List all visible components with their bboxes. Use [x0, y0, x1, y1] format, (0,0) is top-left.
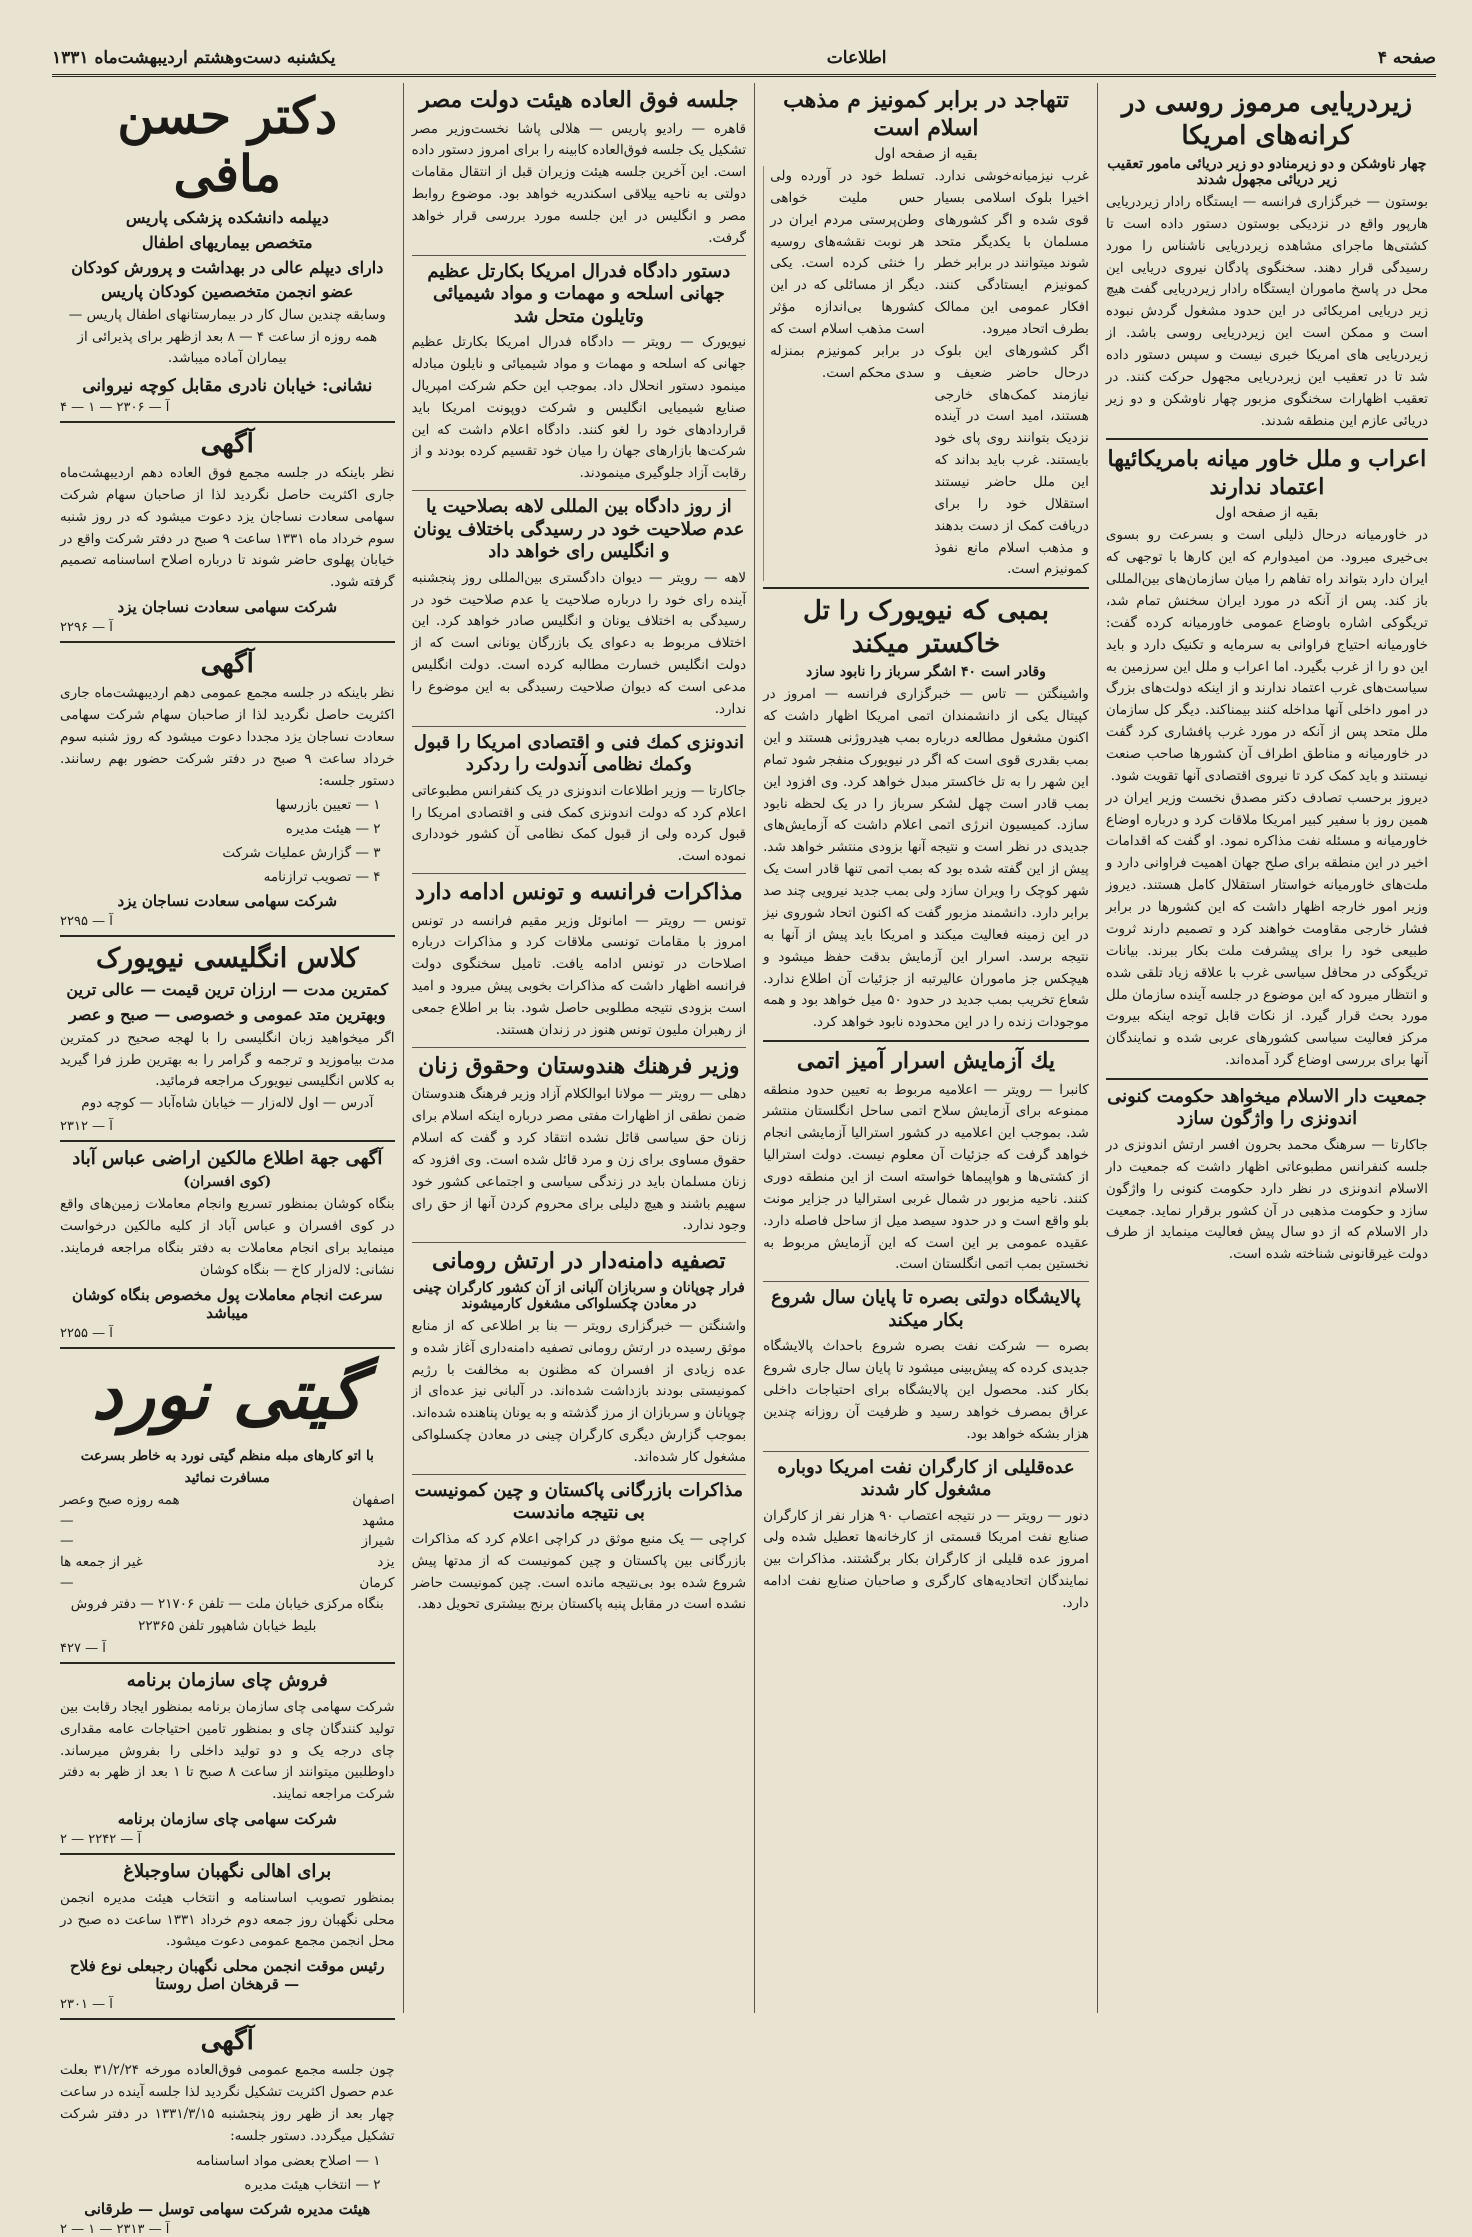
headline-islam-communism: تتهاجد در برابر کمونیز م مذهب اسلام است — [783, 87, 1069, 141]
route-city: یزد — [377, 1554, 395, 1571]
ad-signature: هیئت مدیره شرکت سهامی توسل — طرقانی — [84, 2199, 371, 2218]
headline-darul-islam: جمعیت دار الاسلام میخواهد حکومت کنونی اندونزی را واژگون سازد — [1107, 1085, 1427, 1130]
headline-basra-refinery: پالایشگاه دولتی بصره تا پایان سال شروع بکار میکند — [771, 1287, 1081, 1331]
ad-notice-3 — [60, 2026, 395, 2236]
ad-code: آ — ۴۲۷ — [60, 1641, 106, 1657]
date-line: یکشنبه دست‌وهشتم اردیبهشت‌ماه ۱۳۳۱ — [52, 48, 336, 68]
headline-cartel: دستور دادگاه فدرال امریکا بکارتل عظیم جهانی اسلحه و مهمات و مواد شیمیائی وتایلون متحل شد — [427, 260, 731, 327]
ad-title: فروش چای سازمان برنامه — [126, 1670, 328, 1692]
ad-text: چون جلسه مجمع عمومی فوق‌العاده مورخه ۳۱/۲/۲۴ بعلت عدم حصول اکثریت تشکیل نگردید لذا جلسه آینده در ساعت چهار بعد از ظهر روز پنجشنبه ۱۳۳۱/۳/۱۵ در دفتر شرکت تشکیل میگردد. دستور جلسه: — [60, 2062, 395, 2144]
route-row — [60, 1511, 395, 1532]
divider — [60, 1853, 395, 1855]
headline-middle-east: اعراب و ملل خاور میانه بامریکائیها اعتماد ندارند — [1107, 446, 1427, 500]
ad-english-class — [60, 943, 395, 1134]
route-schedule: غیر از جمعه ها — [60, 1554, 143, 1571]
article-pakistan-china: کراچی — یک منبع موثق در کراچی اعلام کرد که مذاکرات بازرگانی بین پاکستان و چین کمونیست که از مدتها پیش شروع شده بود بی‌نتیجه مانده است. چین کمونیست حاضر نشده است در مقابل پنبه پاکستان برنج بیشتری تحویل دهد. — [411, 1530, 747, 1613]
ad-title: آگهی — [200, 428, 254, 459]
ad-title: آگهی جهة اطلاع مالکین اراضی عباس آباد — [72, 1147, 383, 1169]
article-indonesia-aid: جاکارتا — وزیر اطلاعات اندونزی در یک کنفرانس مطبوعاتی اعلام کرد که دولت اندونزی کمک فنی و اقتصادی امریکا را قبول کرده ولی از قبول کمک نظامی آن کشور خودداری نموده است. — [411, 782, 747, 865]
article-basra-refinery: بصره — شرکت نفت بصره شروع باحداث پالایشگاه جدیدی کرده که پیش‌بینی میشود تا پایان سال جاری شروع بکار کند. محصول این پالایشگاه برای احتیاجات داخلی عراق بمصرف خواهد رسید و ظرفیت آن روزانه چندین هزار بشکه خواهد بود. — [763, 1338, 1089, 1442]
ad-text: با اتو کارهای مبله منظم گیتی نورد به خاطر بسرعت مسافرت نمائید — [80, 1448, 374, 1486]
ad-code: آ — ۲۳۰۱ — [60, 1997, 113, 2013]
divider — [412, 1047, 747, 1048]
ad-title: کلاس انگلیسی نیویورک — [95, 943, 359, 975]
ad-text: نظر باینکه در جلسه مجمع عمومی دهم اردیبهشت‌ماه جاری اکثریت حاصل نگردید لذا از صاحبان سهام شرکت سهامی سعادت نساجان یزد مجددا دعوت میشود که روز شنبه سوم خرداد ساعت ۹ صبح در دفتر شرکت حضور بهم رسانند. دستور جلسه: — [60, 685, 395, 789]
ad-signature: رئیس موقت انجمن محلی نگهبان رجبعلی نوع فلاح — قرهخان اصل روستا — [70, 1957, 385, 1994]
ad-text: نظر باینکه در جلسه مجمع فوق العاده دهم اردیبهشت‌ماه جاری اکثریت حاصل نگردید لذا از صاحبان سهام شرکت سهامی سعادت نساجان یزد دعوت میشود که در روز شنبه سوم خرداد ماه ۱۳۳۱ ساعت ۹ صبح در دفتر شرکت واقع در خیابان پهلوی حاضر شوند تا درباره اصلاح اساسنامه تصمیم گرفته شود. — [60, 464, 395, 591]
ad-text: بمنظور تصویب اساسنامه و انتخاب هیئت مدیره انجمن محلی نگهبان روز جمعه دوم خرداد ۱۳۳۱ ساعت ده صبح در محل انجمن مجمع عمومی دعوت میشود. — [60, 1889, 395, 1950]
divider — [60, 1140, 395, 1142]
ad-signature: شرکت سهامی سعادت نساجان یزد — [117, 892, 338, 911]
continued-note: بقیه از صفحه اول — [874, 146, 978, 162]
ad-code: آ — ۲۳۱۲ — [60, 1118, 113, 1134]
ad-text: شرکت سهامی چای سازمان برنامه بمنظور ایجاد رقابت بین تولید کنندگان چای و بمنظور تامین احتیاجات عامه مقداری چای درجه یک و دو تولید داخلی را بفروش میرساند. داوطلبین میتوانند از ساعت ۸ صبح تا ۱ بعد از ظهر به دفتر شرکت مراجعه نمایند. — [60, 1698, 395, 1803]
ad-line: وبهترین متد عمومی و خصوصی — صبح و عصر — [68, 1004, 386, 1024]
ad-notice-2 — [60, 649, 395, 929]
route-schedule: — — [60, 1575, 74, 1592]
ad-title: برای اهالی نگهبان ساوجبلاغ — [123, 1861, 332, 1883]
agenda-item: ۱ — تعیین بازرسها — [275, 797, 381, 814]
divider — [412, 873, 747, 874]
agenda-item: ۳ — گزارش عملیات شرکت — [222, 845, 381, 862]
route-row — [60, 1531, 395, 1552]
route-schedule: — — [60, 1533, 74, 1550]
ad-abbasabad — [60, 1148, 395, 1341]
divider — [412, 255, 747, 256]
subheadline-bomb: وقادر است ۴۰ اشگر سرباز را نابود سازد — [806, 664, 1046, 681]
article-darul-islam: جاکارتا — سرهنگ محمد بحرون افسر ارتش اندونزی در جلسه کنفرانس مطبوعاتی اظهار داشت که جمعیت دار الاسلام اندونزی در نظر دارد حکومت کنونی را واژگون سازد و حکومت مذهبی در آن کشور برقرار نماید. جمعیت دار الاسلام که از دو سال پیش فعالیت مینماید از طرف دولت غیرقانونی شناخته شده است. — [1105, 1136, 1428, 1263]
ad-savojbolagh — [60, 1861, 395, 2012]
article-cartel: نیویورک — رویتر — دادگاه فدرال امریکا بکارتل عظیم جهانی که اسلحه و مهمات و مواد شیمیائی و نایلون مبادله مینمود دستور انحلال داد. بموجب این حکم شرکت امپریال صنایع شیمیایی انگلیس و شرکت دوپونت امریکا باید قرارداد‌های خود را لغو کنند. دادگاه اعلام داشت که این شرکت‌ها بازارهای جهان را میان خود تقسیم کرده بودند و از رقابت آزاد جلوگیری مینمودند. — [411, 334, 747, 482]
ad-title: آگهی — [200, 2026, 254, 2057]
headline-pakistan-china: مذاکرات بازرگانی پاکستان و چین کمونیست بی نتیجه ماندست — [414, 1479, 744, 1524]
headline-romania-purge: تصفیه دامنه‌دار در ارتش رومانی — [432, 1248, 726, 1275]
ad-code: آ — ۲۲۵۵ — [60, 1325, 113, 1341]
ad-line: دارای دیپلم عالی در بهداشت و پرورش کودکان — [71, 257, 384, 277]
divider — [763, 1451, 1089, 1452]
column-center-right — [755, 83, 1098, 2013]
agenda-item: ۴ — تصویب ترازنامه — [263, 869, 381, 886]
ad-giti-navard — [60, 1355, 395, 1657]
article-islam-communism — [763, 166, 1089, 581]
ad-text: بنگاه کوشان بمنظور تسریع وانجام معاملات زمین‌های واقع در کوی افسران و عباس آباد از کلیه مالکین درخواست مینماید برای انجام معاملات به دفتر بنگاه مراجعه فرمایند. نشانی: لاله‌زار کاخ — بنگاه کوشان — [60, 1196, 395, 1278]
article-egypt-cabinet: قاهره — رادیو پاریس — هلالی پاشا نخست‌وزیر مصر تشکیل یک جلسه فوق‌العاده کابینه را برای امروز دستور داده است. این آخرین جلسه هیئت وزیران قبل از انتقال مقامات دولتی به ناحیه ییلاقی اسکندریه خواهد بود. موضوع روابط مصر و انگلیس در این جلسه مورد بررسی قرار خواهد گرفت. — [411, 120, 747, 246]
agenda-item: ۲ — هیئت مدیره — [285, 821, 381, 838]
route-row — [60, 1490, 395, 1511]
ad-details: وسابقه چندین سال کار در بیمارستانهای اطفال پاریس — همه روزه از ساعت ۴ — ۸ بعد ازظهر برای پذیرائی از بیماران آماده میباشد. — [68, 307, 386, 367]
divider — [412, 726, 747, 727]
article-india-women: دهلی — رویتر — مولانا ابوالکلام آزاد وزیر فرهنگ هندوستان ضمن نطقی از اظهارات مفتی مصر درباره اینکه اسلام برای زنان حق سیاسی قائل نشده انتقاد کرد و گفت که اسلام حقوق مساوی برای زن و مرد قائل شده است. وی افزود که زنان مسلمان باید در زندگی سیاسی و اجتماعی کشور خود سهیم باشند و هیچ دلیلی برای محروم کردن آنها از حق رای وجود ندارد. — [411, 1086, 747, 1234]
divider — [60, 1662, 395, 1664]
route-city: مشهد — [361, 1512, 395, 1529]
ad-code: آ — ۲۳۱۳ — ۱ — ۲ — [60, 2221, 170, 2237]
divider — [763, 1040, 1089, 1042]
article-hague-court: لاهه — رویتر — دیوان دادگستری بین‌المللی روز پنجشنبه آینده رای خود را درباره صلاحیت یا عدم صلاحیت خود در رسیدگی به اختلاف یونان و انگلیس صادر خواهد کرد. این اختلاف مربوط به دعوای یک بازرگان یونانی است که از دولت انگلیس خسارت مطالبه کرده است. دولت انگلیس مدعی است که دیوان صلاحیت رسیدگی به این موضوع را ندارد. — [411, 569, 747, 717]
headline-france-tunisia: مذاکرات فرانسه و تونس ادامه دارد — [414, 879, 743, 906]
article-text: تسلط خود در آورده ولی حس ملیت خواهی وطن‌پرستی مردم ایران در هر نوبت نقشه‌های روسیه را خنثی کرده است. یکی دیگر از مسائلی که در این کشورها بی‌اندازه مؤثر است مذهب اسلام است که در برابر کمونیزم بمنزله سدی محکم است. — [770, 168, 925, 381]
column-center-left — [404, 83, 756, 2013]
route-city: شیراز — [361, 1533, 395, 1550]
route-city: اصفهان — [352, 1491, 395, 1508]
ad-line: عضو انجمن متخصصین کودکان پاریس — [101, 282, 354, 302]
divider — [412, 1474, 747, 1475]
ad-notice-1 — [60, 429, 395, 635]
ad-subtitle: (کوی افسران) — [183, 1174, 272, 1191]
article-middle-east-cont: دیروز برحسب تصادف دکتر مصدق نخست وزیر ایران در همین روز با سفیر کبیر امریکا ملاقات کرد و درباره اوضاع خاورمیانه و مسئله نفت مذاکره نمود. او گفت که اقدامات اخیر در این منطقه برای صلح جهان اهمیت فراوانی دارد و ملت‌های خاورمیانه خواستار استقلال کامل هستند. دیروز وزیر امور خارجه اظهار داشت که این کشورها در برابر فشار خارجی مقاومت خواهند کرد و تصمیم دارند ثروت طبیعی خود را برای پیشرفت ملت بکار ببرند. بیانات تریگوکی در محافل سیاسی غرب با علاقه زیاد تلقی شده و انتظار میرود که این موضوع در جلسه آینده سازمان ملل مورد بحث قرار گیرد. از نکات قابل توجه اینکه بیروت مرکز فعالیت سیاسی کشورهای عربی شده و نمایندگان آنها برای بررسی اوضاع گرد آمده‌اند. — [1105, 789, 1428, 1069]
ad-office: بنگاه مرکزی خیابان ملت — تلفن ۲۱۷۰۶ — دفتر فروش بلیط خیابان شاهپور تلفن ۲۲۳۶۵ — [70, 1596, 384, 1634]
page-number: صفحه ۴ — [1377, 48, 1436, 68]
doctor-name: دکتر حسن مافی — [117, 86, 338, 203]
divider — [60, 1347, 395, 1349]
article-france-tunisia: تونس — رویتر — امانوئل وزیر مقیم فرانسه در تونس امروز با مقامات تونسی ملاقات کرد و مذاکرات درباره اصلاحات در تونس ادامه یافت. تامیل سخنگوی دولت فرانسه اظهار داشت که مذاکرات بخوبی پیش میرود و امید است بزودی نتیجه مطلوبی حاصل شود. بنا بر اطلاع جمعی از رهبران ملیون تونس هنوز در زندان هستند. — [411, 912, 747, 1038]
ad-bold-line: سرعت انجام معاملات پول مخصوص بنگاه کوشان میباشد — [71, 1285, 383, 1322]
route-city: کرمان — [359, 1575, 395, 1592]
ad-doctor — [60, 87, 395, 415]
article-middle-east: در خاورمیانه درحال ذلیلی است و بسرعت رو بسوی بی‌خیری میرود. من امیدوارم که این کارها با توجهی که ایران دارد بتواند راه تفاهم را میان سازمان‌های بین‌المللی باز کند. پس از آنکه در مورد ایران سخنش تمام شد، تریگوکی اشاره باوضاع عمومی خاورمیانه کرده گفت: خاورمیانه احتیاج فراوانی به سرمایه و تکنیک دارد و باید این دو را از غرب بگیرد. اما اعراب و ملل این سرزمین به سیاست‌های غرب اعتماد ندارند و از اینکه دولت‌های بزرگ در امور داخلی آنها مداخله کنند بیمناکند. دیگر کل سازمان ملل متحد پس از آنکه در مورد غرب پافشاری کرد گفت در خاورمیانه و مناطق اطراف آن کشورها صاحب صنعت نیستند و باید کمک کرد تا نیروی اقتصادی آنها تقویت شود. — [1105, 527, 1428, 784]
route-list — [60, 1490, 395, 1595]
article-atomic-test: کانبرا — رویتر — اعلامیه مربوط به تعیین حدود منطقه ممنوعه برای آزمایش سلاح اتمی ساحل انگلستان منتشر شد. بموجب این اعلامیه در کشور استرالیا آزمایشی انجام خواهد گرفت که جزئیات آن معلوم نیست. دولت استرالیا از کشتی‌ها و هواپیماها خواسته است از این منطقه دوری کنند. ناحیه مزبور در شمال غربی استرالیا در جزایر مونت بلو واقع است و در حدود سیصد میل از ساحل فاصله دارد. عقیده عمومی بر این است که این آزمایش مربوط به نخستین بمب اتمی انگلستان است. — [763, 1081, 1089, 1273]
ad-signature: شرکت سهامی چای سازمان برنامه — [117, 1810, 337, 1829]
ad-line: متخصص بیماریهای اطفال — [142, 232, 313, 252]
ad-tea — [60, 1670, 395, 1847]
agenda-item: ۲ — انتخاب هیئت مدیره — [244, 2176, 381, 2193]
divider — [1106, 438, 1428, 440]
ad-code: آ — ۲۳۰۶ — ۱ — ۴ — [60, 399, 170, 415]
article-romania-purge: واشنگتن — خبرگزاری رویتر — بنا بر اطلاعی که از منابع موثق رسیده در ارتش رومانی تصفیه دامنه‌داری آغاز شده و عده زیادی از افسران که مظنون به مخالفت با رژیم کمونیستی بودند بازداشت شده‌اند. در آلبانی نیز عده‌ای از چوپانان و سربازان از مرز گذشته و به یونان پناهنده شده‌اند. بموجب گزارش دیگری کارگران چینی در معادن چکسلواکی مشغول کار شده‌اند. — [411, 1317, 747, 1465]
route-schedule: همه روزه صبح وعصر — [60, 1491, 180, 1508]
divider — [763, 587, 1089, 589]
article-oil-workers: دنور — رویتر — در نتیجه اعتصاب ۹۰ هزار نفر از کارگران صنایع نفت امریکا قسمتی از کارخانه‌ها تعطیل شده ولی امروز عده قلیلی از کارگران بکار برگشتند. مذاکرات بین نمایندگان اتحادیه‌های کارگری و صاحبان صنایع نفت ادامه دارد. — [763, 1507, 1089, 1612]
divider — [763, 1281, 1089, 1282]
masthead — [52, 48, 1436, 77]
agenda-item: ۱ — اصلاح بعضی مواد اساسنامه — [196, 2152, 381, 2169]
ad-code: آ — ۲۲۹۵ — [60, 914, 113, 930]
divider — [1106, 1078, 1428, 1080]
subheadline-submarine: چهار ناوشکن و دو زیرمنادو دو زیر دریائی مامور تعقیب زیر دریائی مجهول شدند — [1107, 156, 1427, 188]
divider — [60, 421, 395, 423]
continued-note: بقیه از صفحه اول — [1215, 505, 1319, 522]
headline-submarine: زیردریایی‌ مرموز روسی در کرانه‌های امریکا — [1121, 88, 1413, 151]
headline-india-women: وزیر فرهنك هندوستان وحقوق زنان — [418, 1052, 740, 1079]
route-row — [60, 1573, 395, 1594]
article-text: اگر کشورهای این بلوک درحال حاضر ضعیف و نیازمند کمک‌های خارجی هستند، امید است در آینده نزدیک بتوانند روی پای خود بایستند. غرب باید بداند که این ملل حاضر نیستند استقلال خود را برای دریافت کمک از دست بدهند و مذهب اسلام مانع نفوذ کمونیزم است. — [934, 342, 1089, 578]
ad-address: آدرس — اول لاله‌زار — خیابان شاه‌آباد — کوچه دوم — [81, 1095, 374, 1112]
ad-line: دیپلمه دانشکده پزشکی پاریس — [125, 208, 329, 227]
headline-egypt-cabinet: جلسه فوق العاده هیئت دولت مصر — [419, 87, 739, 113]
headline-atomic-test: یك آزمایش اسرار آمیز اتمی — [796, 1048, 1056, 1075]
article-submarine: بوستون — خبرگزاری فرانسه — ایستگاه رادار زیردریایی هارپور واقع در نزدیکی بوستون دستور داده است تا کشتی‌ها ماجرای مشاهده زیردریایی ناشناس را مورد رسیدگی قرار دهند. سخنگوی پادگان نیروی دریایی این محل در پاسخ ماموران ایستگاه رادار زیردریایی گفت هیچ زیر دریایی امریکائی در این حدود مشغول گردش نبوده است و ممکن است این زیردریایی روسی باشد. از زیردریایی های امریکا خبری نیست و سپس دستور داده شد تا در تعقیب این زیردریایی مجهول حرکت کنند. در تعقیب اظهارات سخنگوی مزبور چهار ناوشکن و دو زیر دریائی عازم این منطقه شدند. — [1105, 194, 1428, 429]
ad-code: آ — ۲۲۹۶ — [60, 620, 113, 636]
column-ads — [52, 83, 404, 2237]
column-right — [1098, 83, 1436, 2013]
headline-hague-court: از روز دادگاه بین المللی لاهه بصلاحیت یا عدم صلاحیت خود در رسیدگی باختلاف یونان و انگلیس رای خواهد داد — [413, 496, 745, 563]
headline-oil-workers: عده‌قلیلی از کارگران نفت امریکا دوباره مشغول کار شدند — [777, 1456, 1075, 1501]
divider — [60, 2018, 395, 2020]
article-bomb: واشینگتن — تاس — خبرگزاری فرانسه — امروز در کپیتال یکی از دانشمندان اتمی امریکا اظهار داشت که اکنون مشغول مطالعه درباره بمب هیدروژنی هستند و این بمب بقدری قوی است که اگر در نیویورک منفجر شود تمام این شهر را به تل خاکستر مبدل خواهد کرد. وی افزود این بمب قادر است چهل لشکر سرباز را در یک لحظه نابود سازد. کمیسیون انرژی اتمی اعلام داشت که آزمایش‌های جدیدی در نظر است و نتیجه آنها بزودی منتشر خواهد شد. پیش از این گفته شده بود که بمب اتمی تنها قادر است یک شهر کوچک را ویران سازد ولی بمب جدید نیرویی چند صد برابر دارد. دانشمند مزبور گفت که اکنون اتحاد شوروی نیز در این زمینه فعالیت میکند و امریکا باید پیش از آنها به نتیجه برسد. اسرار این آزمایش بدقت حفظ میشود و هیچکس جز ماموران عالیرتبه از جزئیات آن اطلاع ندارد. شعاع تخریب بمب جدید در حدود ۵۰ میل خواهد بود و همه موجودات زنده را در این محدوده نابود خواهد کرد. — [763, 686, 1089, 1031]
divider — [60, 641, 395, 643]
headline-bomb: بمبی که نیویورک را تل خاکستر میکند — [802, 596, 1049, 659]
ad-line: کمترین مدت — ارزان ترین قیمت — عالی ترین — [66, 980, 389, 1000]
route-schedule: — — [60, 1512, 74, 1529]
headline-indonesia-aid: اندونزی کمك فنی و اقتصادی امریکا را قبول وکمك نظامی آندولت را ردکرد — [413, 731, 744, 776]
divider — [60, 935, 395, 937]
subheadline-romania-purge: فرار چوپانان و سربازان آلبانی از آن کشور کارگران چینی در معادن چکسلواکی مشغول کارمیشوند — [412, 1279, 745, 1312]
ad-signature: شرکت سهامی سعادت نساجان یزد — [117, 598, 338, 617]
divider — [412, 490, 747, 491]
route-row — [60, 1552, 395, 1573]
ad-code: آ — ۲۲۴۲ — ۲ — [60, 1832, 142, 1848]
divider — [412, 1242, 747, 1243]
paper-name: اطلاعات — [826, 48, 887, 68]
ad-address: نشانی: خیابان نادری مقابل کوچه نیروانی — [82, 375, 373, 396]
brand-logo: گیتی نورد — [91, 1354, 363, 1435]
columns — [52, 83, 1436, 2237]
ad-title: آگهی — [200, 649, 254, 680]
ad-text: اگر میخواهید زبان انگلیسی را با لهجه صحیح در کمترین مدت بیاموزید و ترجمه و گرامر را به بهترین طرز فرا گیرید به کلاس انگلیسی نیویورک مراجعه فرمائید. — [60, 1029, 395, 1090]
article-text: غرب نیزمیانه‌خوشی ندارد. اخیرا بلوک اسلامی بسیار قوی شده و اگر کشورهای مسلمان با یکدیگر متحد شوند میتوانند در برابر خطر کمونیزم ایستادگی کنند. افکار عمومی این ممالک بطرف اتحاد میرود. — [934, 168, 1089, 338]
